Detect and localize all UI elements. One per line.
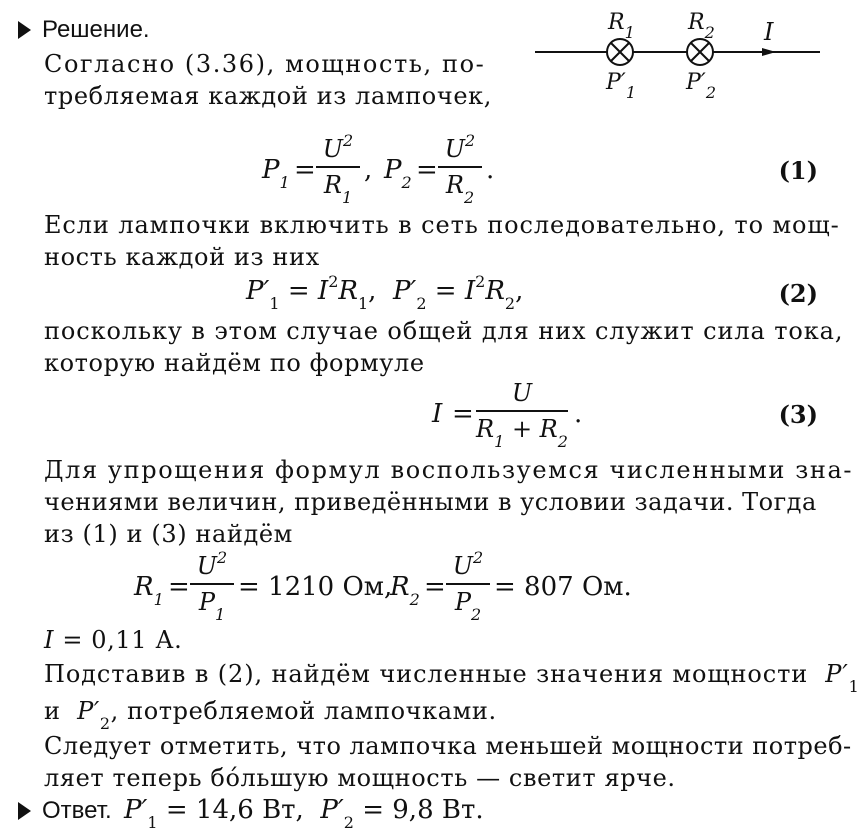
intro-line-1: Согласно (3.36), мощность, по-: [44, 50, 486, 78]
eq4-lhs-r2: $R_2$: [390, 572, 420, 610]
eq1-period: .: [486, 155, 495, 185]
para4-line-2: чениями величин, приведёнными в условии задачи. Тогда: [44, 488, 817, 516]
answer-marker-icon: [18, 802, 31, 820]
para2-line-2: ность каждой из них: [44, 243, 320, 271]
para3-line-2: которую найдём по формуле: [44, 349, 425, 377]
circuit-diagram: [530, 8, 830, 108]
para4-line-3: из (1) и (3) найдём: [44, 520, 293, 548]
eq3-period: .: [574, 399, 583, 429]
eq4-lhs-r1: $R_1$: [134, 572, 164, 610]
eq1-number: (1): [778, 156, 818, 185]
eq4-r2-value: = 807 Ом.: [494, 572, 632, 602]
eq1-lhs-p2: $P_2$: [384, 155, 412, 193]
solution-heading: Решение.: [42, 16, 150, 43]
circuit-label-r1: $R_1$: [608, 10, 635, 43]
eq3-number: (3): [778, 400, 818, 429]
current-value: I = 0,11 А.: [44, 626, 183, 654]
lamp-2-icon: [687, 39, 713, 65]
para4-line-1: Для упрощения формул воспользуемся численными зна-: [44, 456, 854, 484]
section-marker-icon: [18, 21, 31, 39]
eq1-lhs-p1: $P_1$: [262, 155, 290, 193]
para5-line-1: Подставив в (2), найдём численные значения мощности $P'_1$: [44, 660, 860, 696]
eq1-fraction-2: $U^2$ $R_2$: [438, 134, 482, 200]
answer-values: $P'_1 = 14,6$ Вт, $P'_2 = 9,8$ Вт.: [124, 795, 484, 833]
eq2-number: (2): [778, 279, 818, 308]
eq2-expression: $P'_1 = I^2R_1$, $P'_2 = I^2R_2$,: [246, 272, 524, 314]
para5-line-2: и $P'_2$, потребляемой лампочками.: [44, 697, 497, 733]
eq4-fraction-1: $U^2$ $P_1$: [190, 551, 234, 617]
circuit-label-r2: $R_2$: [688, 10, 715, 43]
circuit-label-p2: $P'_2$: [686, 70, 716, 103]
eq4-fraction-2: $U^2$ $P_2$: [446, 551, 490, 617]
eq4-equals-1: =: [168, 572, 190, 602]
lamp-1-icon: [607, 39, 633, 65]
para2-line-1: Если лампочки включить в сеть последовательно, то мощ-: [44, 211, 840, 239]
eq4-r1-value: = 1210 Ом,: [238, 572, 393, 602]
eq1-equals-1: =: [294, 155, 316, 185]
eq1-fraction-1: $U^2$ $R_1$: [316, 134, 360, 200]
circuit-label-p1: $P'_1$: [606, 70, 636, 103]
eq3-fraction: U $R_1 + R_2$: [476, 379, 568, 451]
circuit-label-current: I: [764, 18, 774, 46]
current-arrow-icon: [762, 48, 776, 56]
eq4-equals-2: =: [424, 572, 446, 602]
intro-line-2: требляемая каждой из лампочек,: [44, 82, 492, 110]
eq1-comma: ,: [364, 155, 373, 185]
eq1-equals-2: =: [416, 155, 438, 185]
para6-line-2: ляет теперь бо́льшую мощность — светит ярче.: [44, 764, 676, 792]
para3-line-1: поскольку в этом случае общей для них служит сила тока,: [44, 317, 844, 345]
answer-label: Ответ.: [42, 797, 112, 824]
para6-line-1: Следует отметить, что лампочка меньшей мощности потреб-: [44, 732, 852, 760]
eq3-lhs: I: [432, 399, 443, 429]
eq3-equals: =: [452, 399, 474, 429]
